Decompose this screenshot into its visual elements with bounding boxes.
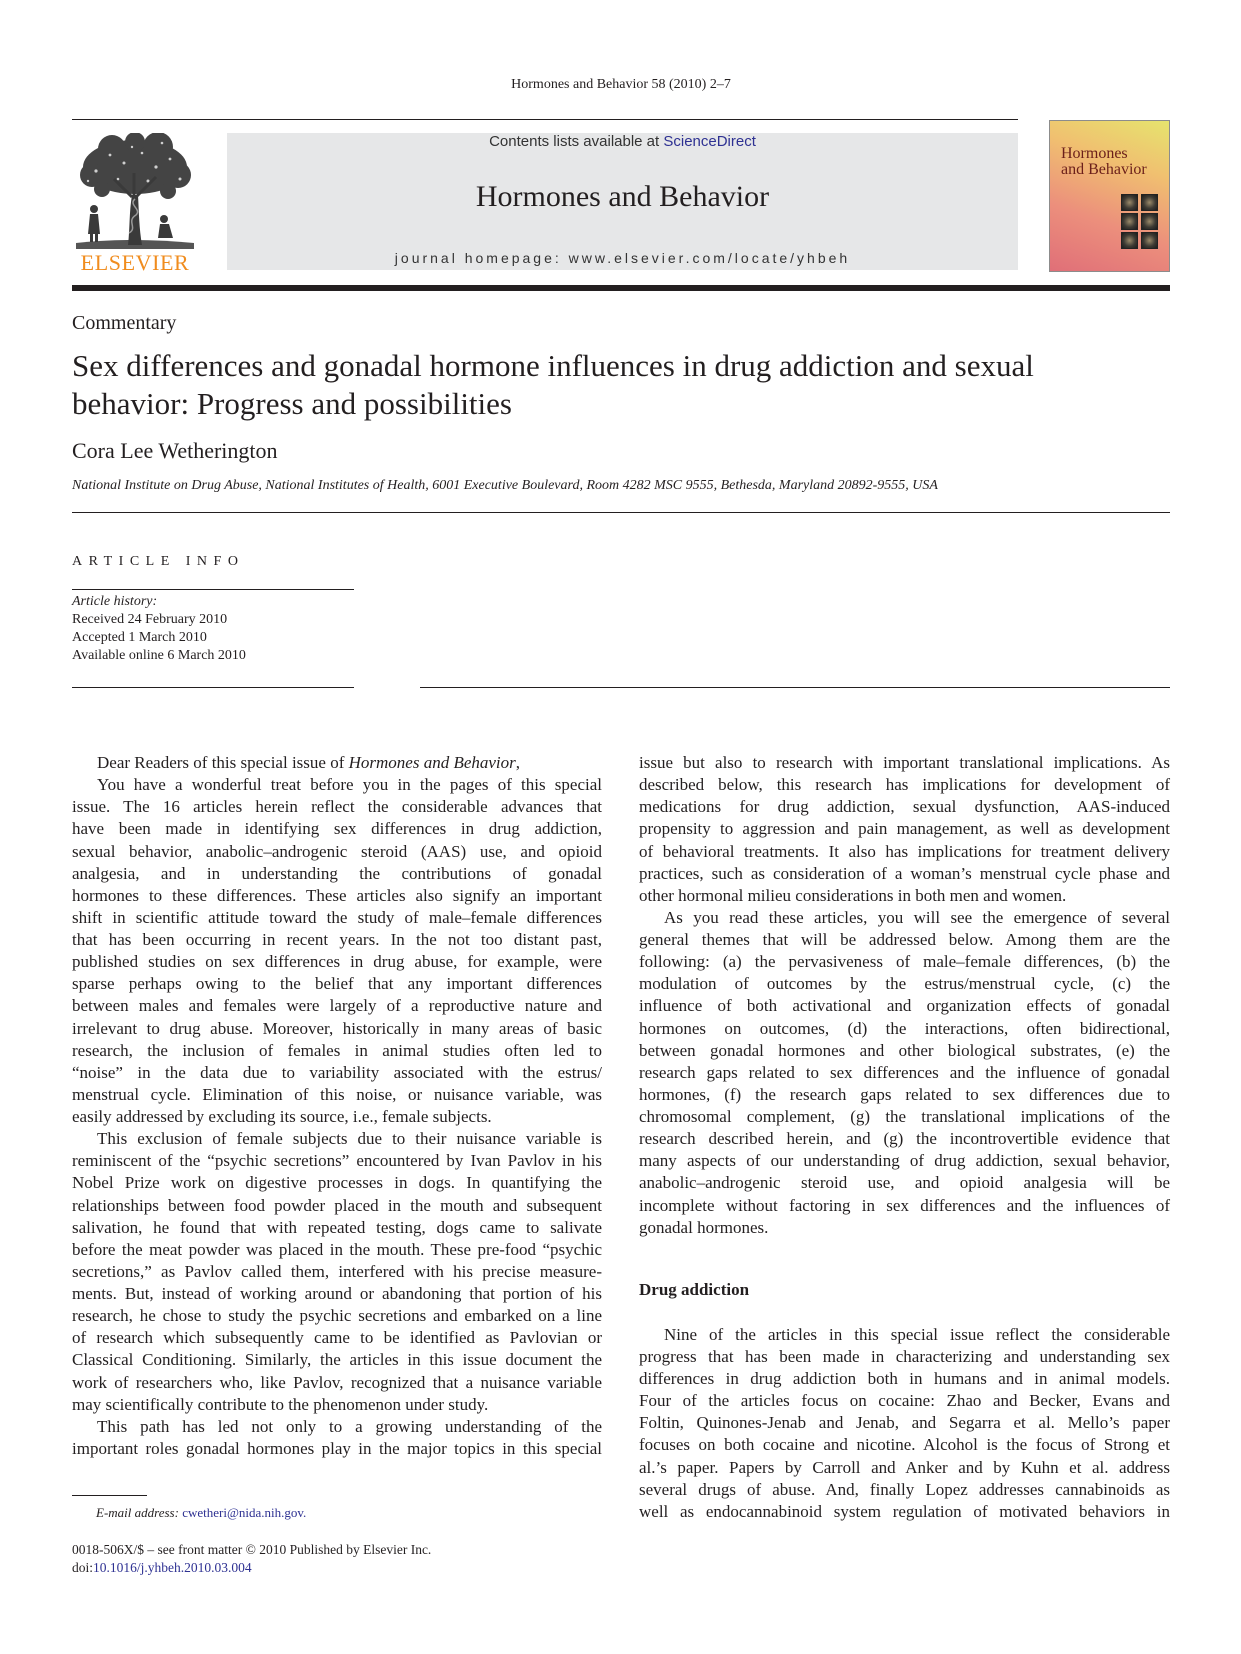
title-line: Sex differences and gonadal hormone influences in drug addiction and sexual — [72, 348, 1034, 383]
text-line — [639, 1434, 1170, 1456]
line-text: general themes that will be addressed below. Among them are the — [639, 930, 1170, 949]
elsevier-logo — [72, 133, 198, 277]
text-line — [639, 818, 1170, 840]
text-line — [639, 929, 1170, 951]
text-line — [72, 752, 602, 774]
text-line — [639, 973, 1170, 995]
text-line — [72, 973, 602, 995]
article-info-bottom-rule — [72, 687, 354, 688]
text-line — [639, 1128, 1170, 1150]
text-line — [72, 1327, 602, 1349]
text-line — [639, 1346, 1170, 1368]
text-line — [72, 1084, 602, 1106]
line-text: research, he chose to study the psychic secretions and embarked on a line — [72, 1306, 602, 1326]
line-text: hormones on outcomes, (d) the interactions, often bidirectional, — [639, 1018, 1170, 1038]
brain-image — [1141, 232, 1158, 249]
history-accepted: Accepted 1 March 2010 — [72, 630, 207, 645]
line-text: This path has led not only to a growing understanding of the — [97, 1416, 602, 1436]
text-line — [72, 1416, 602, 1438]
line-text: important roles gonadal hormones play in the major topics in this special — [72, 1438, 602, 1458]
line-text: sparse perhaps owing to the belief that any important differences — [72, 974, 602, 994]
journal-masthead — [227, 133, 1018, 270]
text-line — [72, 1349, 602, 1371]
text-line — [72, 1150, 602, 1172]
text-line — [639, 1195, 1170, 1217]
text-line — [639, 1501, 1170, 1523]
cover-title-line: Hormones — [1061, 145, 1128, 162]
journal-cover-thumbnail — [1049, 120, 1170, 272]
text-line — [72, 1283, 602, 1305]
elsevier-wordmark: ELSEVIER — [80, 250, 190, 275]
emphasis-text: Hormones and Behavior — [348, 753, 516, 772]
line-text: issue. The 16 articles herein reflect the considerable advances that — [72, 797, 602, 817]
text-line — [72, 1195, 602, 1217]
doi-line — [72, 1559, 431, 1577]
text-line — [639, 1368, 1170, 1390]
history-received: Received 24 February 2010 — [72, 612, 228, 627]
top-rule — [72, 119, 1018, 120]
line-text: Nobel Prize work on digestive processes in dogs. In quantifying the — [72, 1173, 602, 1193]
text-line — [639, 774, 1170, 796]
masthead-bottom-rule — [72, 285, 1170, 291]
brain-image — [1141, 194, 1158, 211]
line-text: “noise” in the data due to variability associated with the estrus/ — [72, 1062, 602, 1082]
line-text: influence of both activational and organization effects of gonadal — [639, 996, 1170, 1016]
text-line — [72, 1062, 602, 1084]
article-info-rule — [72, 589, 354, 590]
text-line — [72, 951, 602, 973]
email-label: E-mail address: — [96, 1505, 179, 1520]
brain-image — [1121, 232, 1138, 249]
line-text: medications for drug addiction, sexual dysfunction, AAS-induced — [639, 797, 1170, 817]
text-line — [72, 1261, 602, 1283]
text-line — [639, 841, 1170, 863]
line-text: This exclusion of female subjects due to their nuisance variable is — [97, 1129, 602, 1149]
text-line — [72, 774, 602, 796]
line-text: propensity to aggression and pain management, as well as development — [639, 819, 1170, 839]
article-history — [72, 593, 246, 665]
line-text: shift in scientific attitude toward the study of male–female differences — [72, 907, 602, 927]
brain-image — [1121, 194, 1138, 211]
footnote-email — [96, 1505, 306, 1521]
text-line — [639, 1390, 1170, 1412]
tree-trunk — [114, 173, 156, 245]
text-line — [639, 1324, 1170, 1346]
text-line — [639, 1412, 1170, 1434]
text-line — [639, 796, 1170, 818]
doi-link[interactable]: 10.1016/j.yhbeh.2010.03.004 — [93, 1560, 252, 1575]
line-text: al.’s paper. Papers by Carroll and Anker and by Kuhn et al. address — [639, 1457, 1170, 1477]
doi-prefix: doi: — [72, 1560, 94, 1575]
line-text: before the meat powder was placed in the mouth. These pre-food “psychic — [72, 1239, 602, 1259]
text-segment: , — [515, 753, 521, 772]
contents-line — [227, 133, 1018, 150]
text-line — [72, 796, 602, 818]
brain-image — [1121, 213, 1138, 230]
line-text: research, the inclusion of females in animal studies often led to — [72, 1040, 602, 1060]
body-column-right — [639, 752, 1170, 1523]
line-text: may scientifically contribute to the phenomenon under study. — [72, 1394, 489, 1414]
text-line — [72, 1372, 602, 1394]
text-line — [639, 1018, 1170, 1040]
line-text: well as endocannabinoid system regulation of motivated behaviors in — [639, 1501, 1170, 1521]
body-paragraph — [639, 752, 1170, 907]
line-text: issue but also to research with important translational implications. As — [639, 753, 1170, 772]
cover-brain-image-grid — [1121, 194, 1159, 250]
line-text: have been made in identifying sex differences in drug addiction, — [72, 819, 602, 839]
line-text: salivation, he found that with repeated testing, dogs came to salivate — [72, 1217, 602, 1237]
line-text: You have a wonderful treat before you in the pages of this special — [97, 775, 602, 795]
text-line — [72, 1394, 602, 1416]
text-line — [72, 1018, 602, 1040]
line-text: ments. But, instead of working around or abandoning that portion of his — [72, 1284, 602, 1303]
article-title — [72, 347, 1170, 422]
text-line — [72, 841, 602, 863]
text-line — [639, 1040, 1170, 1062]
text-line — [639, 1479, 1170, 1501]
text-line — [639, 1062, 1170, 1084]
journal-homepage-link[interactable]: journal homepage: www.elsevier.com/locate/yhbeh — [394, 250, 851, 266]
text-line — [639, 752, 1170, 774]
line-text: As you read these articles, you will see the emergence of several — [664, 907, 1170, 927]
line-text: of behavioral treatments. It also has implications for treatment delivery — [639, 841, 1170, 861]
section-heading: Drug addiction — [639, 1279, 750, 1299]
line-text: relationships between food powder placed in the mouth and subsequent — [72, 1195, 602, 1215]
body-paragraph — [639, 1324, 1170, 1523]
line-text: modulation of outcomes by the estrus/menstrual cycle, (c) the — [639, 974, 1170, 994]
line-text: work of researchers who, like Pavlov, recognized that a nuisance variable — [72, 1372, 602, 1392]
line-text: Nine of the articles in this special issue reflect the considerable — [664, 1324, 1170, 1344]
body-paragraph — [72, 752, 602, 774]
abstract-bottom-rule — [420, 687, 1170, 688]
article-type: Commentary — [72, 312, 177, 334]
text-line — [72, 1040, 602, 1062]
line-text: Four of the articles focus on cocaine: Zhao and Becker, Evans and — [639, 1391, 1170, 1411]
history-label: Article history: — [72, 594, 158, 609]
line-text: described below, this research has implications for development of — [639, 775, 1170, 795]
elsevier-tree-icon — [72, 133, 198, 249]
line-text: irrelevant to drug abuse. Moreover, historically in many areas of basic — [72, 1018, 602, 1038]
history-online: Available online 6 March 2010 — [72, 648, 246, 663]
line-text: hormones to these differences. These articles also signify an important — [72, 885, 602, 905]
body-paragraph — [72, 1416, 602, 1460]
text-line — [72, 863, 602, 885]
sciencedirect-link[interactable]: ScienceDirect — [663, 133, 756, 150]
text-line — [639, 885, 1170, 907]
text-line — [72, 1106, 602, 1128]
text-line — [72, 1438, 602, 1460]
seated-figure — [158, 215, 173, 238]
line-text: easily addressed by excluding its source, i.e., female subjects. — [72, 1107, 492, 1126]
body-column-left — [72, 752, 602, 1460]
text-line — [72, 818, 602, 840]
text-line — [72, 929, 602, 951]
line-text: research described herein, and (g) the incontrovertible evidence that — [639, 1129, 1170, 1149]
line-text: gonadal hormones. — [639, 1217, 769, 1237]
body-paragraph — [72, 1128, 602, 1416]
line-text — [97, 753, 520, 772]
text-line — [639, 863, 1170, 885]
line-text: sexual behavior, anabolic–androgenic steroid (AAS) use, and opioid — [72, 841, 602, 861]
text-line — [72, 885, 602, 907]
text-line — [72, 1239, 602, 1261]
line-text: secretions,” as Pavlov called them, interfered with his precise measure- — [72, 1261, 602, 1281]
line-text: practices, such as consideration of a woman’s menstrual cycle phase and — [639, 863, 1170, 883]
cover-title-line: and Behavior — [1061, 161, 1147, 178]
line-text: chromosomal complement, (g) the translational implications of the — [639, 1107, 1170, 1126]
line-text: reminiscent of the “psychic secretions” encountered by Ivan Pavlov in his — [72, 1151, 602, 1171]
journal-title: Hormones and Behavior — [475, 180, 770, 213]
line-text: between gonadal hormones and other biological substrates, (e) the — [639, 1040, 1170, 1060]
line-text: of research which subsequently came to be identified as Pavlovian or — [72, 1328, 602, 1348]
footnote-rule — [72, 1495, 147, 1496]
text-line — [72, 1172, 602, 1194]
line-text: differences in drug addiction both in humans and in animal models. — [639, 1369, 1170, 1388]
standing-figure — [88, 205, 100, 242]
text-line — [72, 907, 602, 929]
text-line — [639, 1172, 1170, 1194]
contents-prefix: Contents lists available at — [489, 133, 664, 150]
title-line: behavior: Progress and possibilities — [72, 385, 512, 421]
text-line — [639, 1106, 1170, 1128]
text-line — [639, 1457, 1170, 1479]
line-text: many aspects of our understanding of drug addiction, sexual behavior, — [639, 1151, 1170, 1171]
line-text: between males and females were largely of a reproductive nature and — [72, 996, 602, 1016]
line-text: several drugs of abuse. And, finally Lopez addresses cannabinoids as — [639, 1479, 1170, 1499]
line-text: progress that has been made in characterizing and understanding sex — [639, 1346, 1170, 1366]
author-name: Cora Lee Wetherington — [72, 438, 278, 463]
body-paragraph — [639, 907, 1170, 1239]
page-footer — [72, 1541, 431, 1577]
text-line — [639, 995, 1170, 1017]
line-text: incomplete without factoring in sex differences and the influences of — [639, 1195, 1170, 1215]
line-text: Foltin, Quinones-Jenab and Jenab, and Segarra et al. Mello’s paper — [639, 1413, 1170, 1433]
line-text: published studies on sex differences in drug abuse, for example, were — [72, 952, 602, 972]
line-text: analgesia, and in understanding the contributions of gonadal — [72, 863, 602, 883]
text-line — [72, 1128, 602, 1150]
text-line — [72, 1305, 602, 1327]
text-line — [72, 995, 602, 1017]
text-line — [639, 907, 1170, 929]
body-paragraph — [72, 774, 602, 1128]
brain-image — [1141, 213, 1158, 230]
line-text: that has been occurring in recent years. In the not too distant past, — [72, 930, 602, 949]
text-line — [639, 1150, 1170, 1172]
line-text: Classical Conditioning. Similarly, the articles in this issue document the — [72, 1350, 602, 1370]
line-text: menstrual cycle. Elimination of this noise, or nuisance variable, was — [72, 1084, 602, 1104]
article-info-heading: ARTICLE INFO — [72, 554, 245, 569]
text-segment: Dear Readers of this special issue of — [97, 753, 349, 772]
running-head-citation: Hormones and Behavior 58 (2010) 2–7 — [511, 77, 731, 92]
line-text: hormones, (f) the research gaps related to sex differences due to — [639, 1084, 1170, 1104]
text-line — [639, 1084, 1170, 1106]
text-line — [639, 951, 1170, 973]
text-line — [639, 1217, 1170, 1239]
affiliation-rule — [72, 512, 1170, 513]
text-line — [72, 1217, 602, 1239]
email-link[interactable]: cwetheri@nida.nih.gov. — [182, 1505, 307, 1520]
line-text: anabolic–androgenic steroid use, and opioid analgesia will be — [639, 1173, 1170, 1193]
line-text: research gaps related to sex differences and the influence of gonadal — [639, 1062, 1170, 1082]
line-text: following: (a) the pervasiveness of male–female differences, (b) the — [639, 952, 1170, 972]
line-text: other hormonal milieu considerations in both men and women. — [639, 885, 1067, 905]
line-text: focuses on both cocaine and nicotine. Alcohol is the focus of Strong et — [639, 1435, 1170, 1455]
copyright-line: 0018-506X/$ – see front matter © 2010 Published by Elsevier Inc. — [72, 1542, 432, 1557]
author-affiliation: National Institute on Drug Abuse, National Institutes of Health, 6001 Executive Boulevard, Room 4282 MSC 9555, Bethesda, Maryland 20892-9555, USA — [72, 478, 938, 493]
